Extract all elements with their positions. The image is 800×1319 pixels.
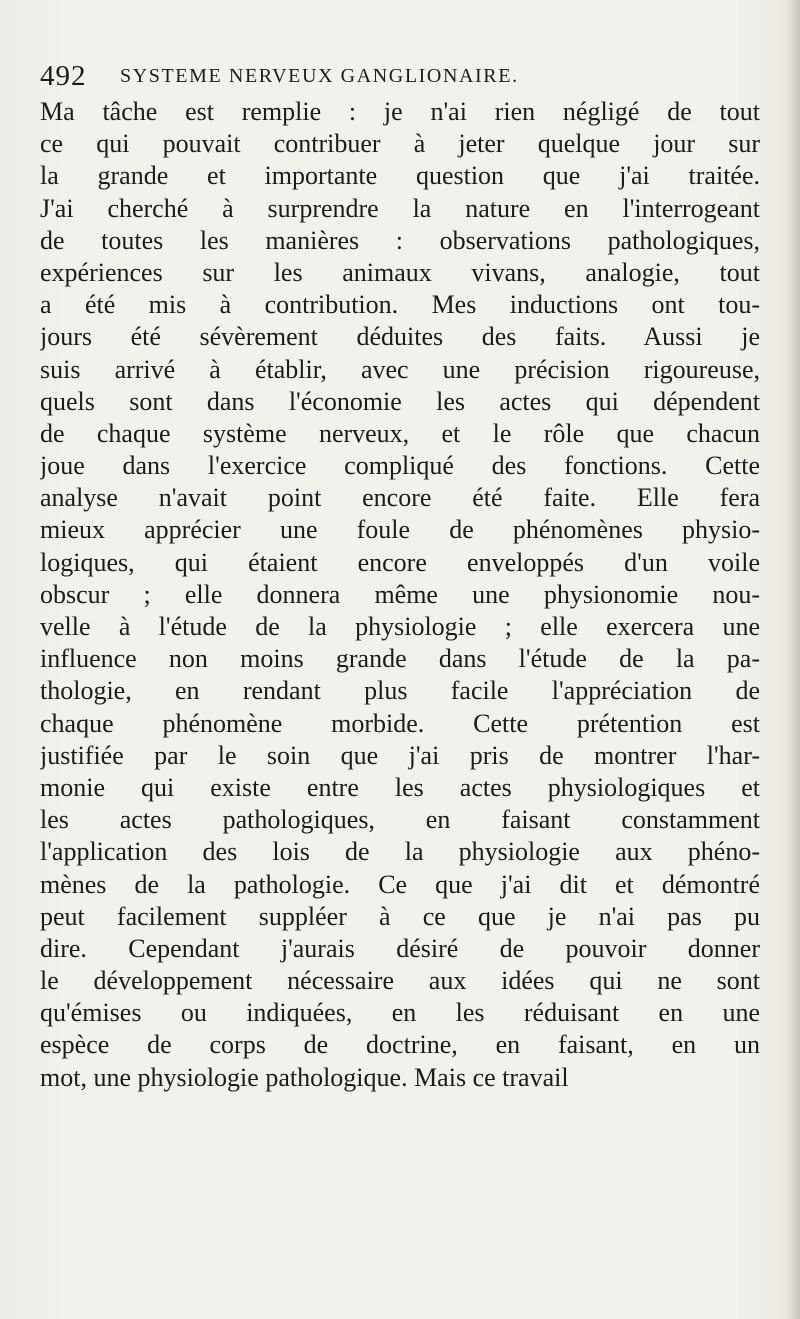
text-line: de chaque système nerveux, et le rôle que chacun: [40, 418, 760, 448]
text-line: de toutes les manières : observations pathologiques,: [40, 225, 760, 255]
text-line: dire. Cependant j'aurais désiré de pouvoir donner: [40, 933, 760, 963]
text-line: la grande et importante question que j'ai traitée.: [40, 161, 760, 191]
text-line: suis arrivé à établir, avec une précision rigoureuse,: [40, 354, 760, 384]
text-line: a été mis à contribution. Mes inductions ont tou-: [40, 290, 760, 320]
text-line: expériences sur les animaux vivans, analogie, tout: [40, 257, 760, 287]
text-line: influence non moins grande dans l'étude de la pa-: [40, 644, 760, 674]
page-header: [40, 56, 760, 96]
text-line: J'ai cherché à surprendre la nature en l'interrogeant: [40, 193, 760, 223]
text-line: les actes pathologiques, en faisant constamment: [40, 805, 760, 835]
text-line: justifiée par le soin que j'ai pris de montrer l'har-: [40, 740, 760, 770]
text-line: Ma tâche est remplie : je n'ai rien négligé de tout: [40, 97, 760, 126]
running-head: SYSTEME NERVEUX GANGLIONAIRE.: [120, 65, 519, 87]
text-line: espèce de corps de doctrine, en faisant, en un: [40, 1030, 760, 1060]
page-number: 492: [40, 60, 87, 92]
text-line: mieux apprécier une foule de phénomènes physio-: [40, 515, 760, 545]
text-line: ce qui pouvait contribuer à jeter quelque jour sur: [40, 129, 760, 159]
text-line: velle à l'étude de la physiologie ; elle exercera une: [40, 612, 760, 641]
text-line: le développement nécessaire aux idées qui ne sont: [40, 966, 760, 996]
text-line: joue dans l'exercice compliqué des fonctions. Cette: [40, 451, 760, 481]
text-line: obscur ; elle donnera même une physionomie nou-: [40, 579, 760, 609]
text-line: peut facilement suppléer à ce que je n'ai pas pu: [40, 901, 760, 931]
text-line: monie qui existe entre les actes physiologiques et: [40, 772, 760, 802]
page-edge-shadow: [786, 0, 800, 1319]
text-line: chaque phénomène morbide. Cette prétention est: [40, 708, 760, 738]
text-line: analyse n'avait point encore été faite. Elle fera: [40, 483, 760, 513]
text-line: logiques, qui étaient encore enveloppés d'un voile: [40, 547, 760, 577]
text-line: mot, une physiologie pathologique. Mais ce travail: [40, 1062, 569, 1092]
text-line: qu'émises ou indiquées, en les réduisant en une: [40, 998, 760, 1028]
text-line: quels sont dans l'économie les actes qui dépendent: [40, 386, 760, 416]
body-paragraph: [40, 96, 760, 1094]
text-line: mènes de la pathologie. Ce que j'ai dit et démontré: [40, 869, 760, 899]
text-line: jours été sévèrement déduites des faits. Aussi je: [40, 322, 760, 352]
text-line: thologie, en rendant plus facile l'appréciation de: [40, 676, 760, 706]
text-line: l'application des lois de la physiologie aux phéno-: [40, 837, 760, 867]
